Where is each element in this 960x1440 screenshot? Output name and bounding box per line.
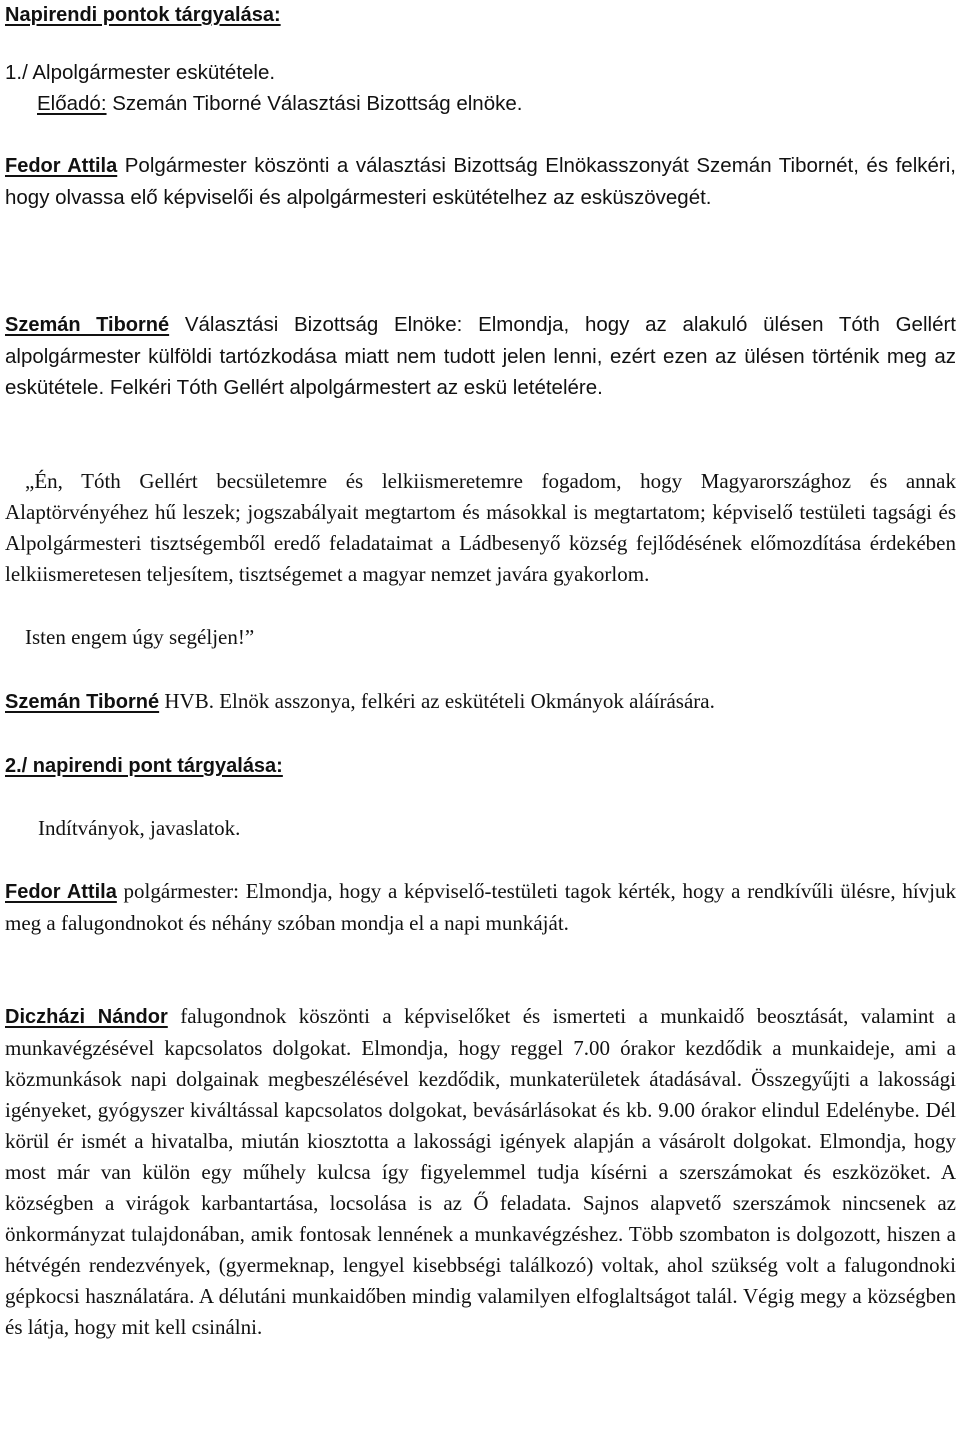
paragraph-text: polgármester: Elmondja, hogy a képviselő-testületi tagok kérték, hogy a rendkívűli ülésre, hívjuk meg a falugondnokot és néhány szóban mondja el a napi munkáját.	[5, 879, 956, 935]
oath-text	[5, 466, 956, 590]
speaker-name: Fedor Attila	[5, 881, 117, 903]
agenda-item-2-title: Indítványok, javaslatok.	[38, 816, 241, 840]
paragraph-szeman-intro	[5, 309, 956, 403]
paragraph-text: falugondnok köszönti a képviselőket és ismerteti a munkaidő beosztását, valamint a munkavégzésével kapcsolatos dolgokat. Elmondja, hogy reggel 7.00 órakor kezdődik a munkaideje, ami a közmunkások napi dolgainak megbeszélésével kezdődik, munkaterületek átadásával. Összegyűjti a lakossági igényeket, gyógyszer kiváltással kapcsolatos dolgokat, bevásárlásokat és kb. 9.00 órakor elindul Edelénybe. Dél körül ér ismét a hivatalba, miután kiosztotta a lakossági igények alapján a vásárolt dolgokat. Elmondja, hogy most már van külön egy műhely kulcsa így figyelemmel tudja kísérni a szerszámokat és eszközöket. A községben a virágok karbantartása, locsolása is az Ő feladata. Sajnos alapvető szerszámok nincsenek az önkormányzat tulajdonában, amik fontosak lennének a munkavégzéshez. Több szombaton is dolgozott, hiszen a hétvégén rendezvények, (gyermeknap, lengyel kisebbségi találkozó) voltak, ahol szükség volt a falugondnoki gépkocsi használatára. A délutáni munkaidőben mindig valamilyen elfoglaltságot talál. Végig megy a községben és látja, hogy mit kell csinálni.	[5, 1004, 956, 1339]
oath-body: „Én, Tóth Gellért becsületemre és lelkiismeretemre fogadom, hogy Magyarországhoz és annak Alaptörvényéhez hű leszek; jogszabályait megtartom és másokkal is megtartatom; képviselő testületi tagsági és Alpolgármesteri tisztségemből eredő feladataimat a Ládbesenyő község fejlődésének előmozdítása érdekében lelkiismeretesen teljesítem, tisztségemet a magyar nemzet javára gyakorlom.	[5, 469, 956, 586]
agenda-item-1-presenter	[5, 88, 956, 119]
agenda-item-1-title: 1./ Alpolgármester eskütétele.	[5, 61, 276, 84]
speaker-name: Szemán Tiborné	[5, 314, 170, 336]
paragraph-text: Polgármester köszönti a választási Bizottság Elnökasszonyát Szemán Tibornét, és felkéri, hogy olvassa elő képviselői és alpolgármesteri eskütételhez az esküszövegét.	[5, 154, 956, 209]
speaker-name: Fedor Attila	[5, 155, 118, 177]
presenter-label: Előadó:	[37, 92, 107, 115]
presenter-text: Szemán Tiborné Választási Bizottság elnöke.	[106, 92, 523, 115]
paragraph-text: HVB. Elnök asszonya, felkéri az eskütételi Okmányok aláírására.	[159, 689, 715, 713]
paragraph-fedor-greeting	[5, 150, 956, 213]
agenda-heading-2: 2./ napirendi pont tárgyalása:	[5, 755, 283, 777]
paragraph-fedor-proposal	[5, 876, 956, 939]
paragraph-text: Választási Bizottság Elnöke: Elmondja, hogy az alakuló ülésen Tóth Gellért alpolgármester külföldi tartózkodása miatt nem tudott jelen lenni, ezért ezen az ülésen történik meg az eskütétele. Felkéri Tóth Gellért alpolgármestert az eskü letételére.	[5, 313, 956, 399]
agenda-heading: Napirendi pontok tárgyalása:	[5, 4, 281, 26]
speaker-name: Szemán Tiborné	[5, 691, 160, 713]
speaker-name: Diczházi Nándor	[5, 1006, 168, 1028]
oath-closing: Isten engem úgy segéljen!”	[25, 625, 255, 649]
paragraph-szeman-signing	[5, 686, 956, 718]
paragraph-diczhazi-report	[5, 1001, 956, 1343]
